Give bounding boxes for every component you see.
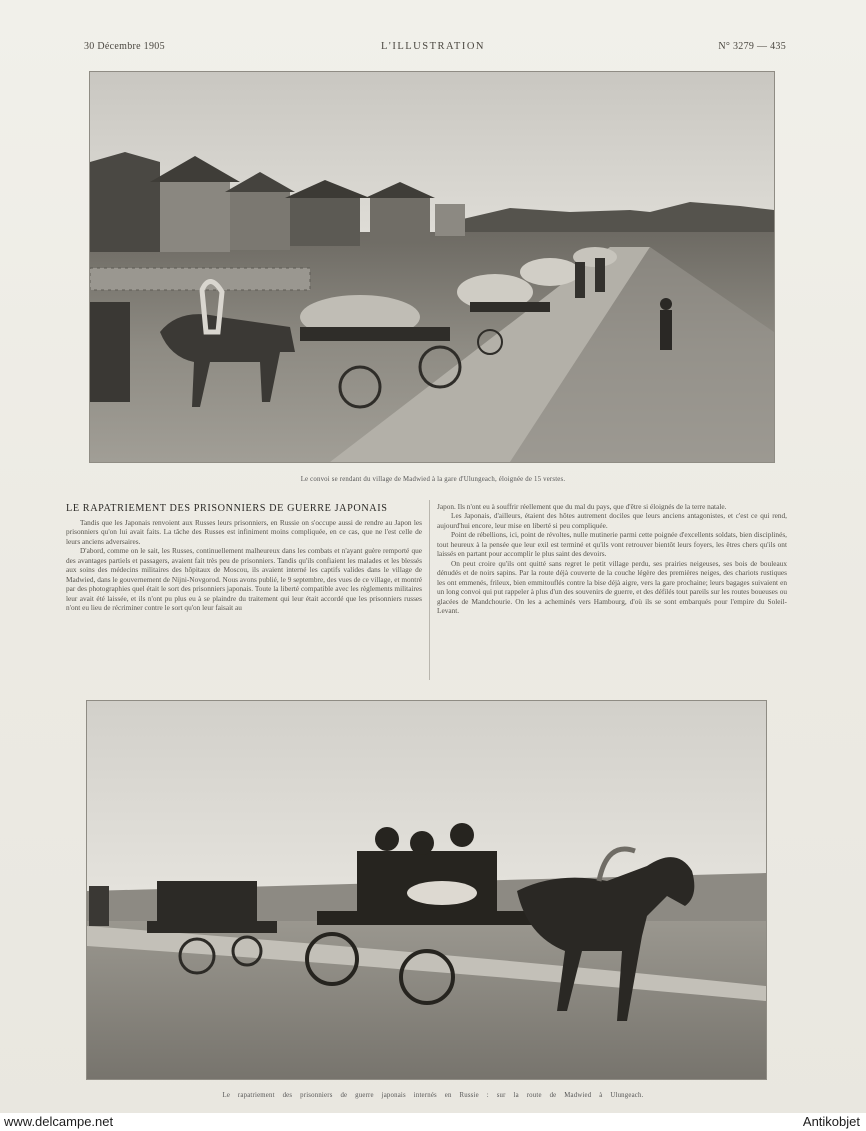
watermark-antikobjet: Antikobjet bbox=[802, 1114, 860, 1129]
article-paragraph: Tandis que les Japonais renvoient aux Russes leurs prisonniers, en Russie on s'occupe aussi de rendre au Japon les prisonniers qu'on lui avait faits. La tâche des Russes est infiniment moins compliquée, en ce cas, que ne l'est celle de leurs anciens adversaires. bbox=[66, 518, 422, 546]
photo-caption-top: Le convoi se rendant du village de Madwied à la gare d'Ulungeach, éloignée de 15 verstes. bbox=[300, 476, 566, 483]
header-journal-title: L'ILLUSTRATION bbox=[381, 41, 485, 52]
photo-caption-bottom: Le rapatriement des prisonniers de guerre japonais internés en Russie : sur la route de Madwied à Ulungeach. bbox=[222, 1092, 644, 1099]
header-date: 30 Décembre 1905 bbox=[84, 41, 165, 52]
article-column-left bbox=[66, 518, 422, 613]
article-paragraph: Japon. Ils n'ont eu à souffrir réellement que du mal du pays, que d'être si éloignés de la terre natale. bbox=[437, 502, 727, 511]
header-issue-page: N° 3279 — 435 bbox=[718, 41, 786, 52]
column-divider bbox=[429, 500, 430, 680]
article-column-right bbox=[437, 502, 787, 615]
watermark-bar bbox=[0, 1113, 866, 1131]
article-paragraph: Les Japonais, d'ailleurs, étaient des hôtes autrement dociles que leurs anciens antagonistes, et c'est ce qui rend, aujourd'hui encore, leur mise en liberté si peu compliquée. bbox=[437, 511, 787, 530]
article-paragraph: On peut croire qu'ils ont quitté sans regret le petit village perdu, ses prairies neigeuses, ses bois de bouleaux dénudés et de noirs sapins. Par la route déjà couverte de la couche légère des premières neiges, des chariots rustiques les ont emmenés, frileux, bien emmitouflés contre la bise déjà aigre, vers la gare prochaine; leurs bagages suivaient en un long convoi qui put rappeler à plus d'un des souvenirs de guerre, et des défilés tout pareils sur les routes boueuses ou glacées de Mandchourie. On les a acheminés vers Hambourg, d'où ils se sont embarqués pour l'empire du Soleil-Levant. bbox=[437, 558, 787, 615]
article-title: LE RAPATRIEMENT DES PRISONNIERS DE GUERRE JAPONAIS bbox=[66, 503, 388, 514]
photo-prisoners-carts bbox=[86, 700, 767, 1080]
photo-convoy-village bbox=[89, 71, 775, 463]
watermark-delcampe: www.delcampe.net bbox=[4, 1114, 114, 1129]
article-paragraph: D'abord, comme on le sait, les Russes, continuellement malheureux dans les combats et n'ayant guère remporté que des avantages partiels et passagers, avaient fait très peu de prisonniers. Tandis qu'ils confiaient les malades et les blessés aux soins des médecins militaires des hôpitaux de Moscou, ils avaient interné les captifs valides dans le village de Madwied, dans le gouvernement de Nijni-Novgorod. Nous avons publié, le 9 septembre, des vues de ce village, et montré par des photographies quel était le sort des prisonniers japonais. Toute la liberté compatible avec les règlements militaires leur avait été laissée, et ils n'ont pu plus eu à se plaindre du traitement qui leur était accordé que les prisonniers russes n'ont eu lieu de récriminer contre le sort qu'on leur faisait au bbox=[66, 546, 422, 613]
article-paragraph: Point de rébellions, ici, point de révoltes, nulle mutinerie parmi cette poignée d'excellents soldats, bien disciplinés, tout heureux à la pensée que leur exil est terminé et qu'ils vont retrouver bientôt leurs foyers, les êtres chers qu'ils ont laissés en partant pour accomplir le plus saint des devoirs. bbox=[437, 530, 787, 559]
